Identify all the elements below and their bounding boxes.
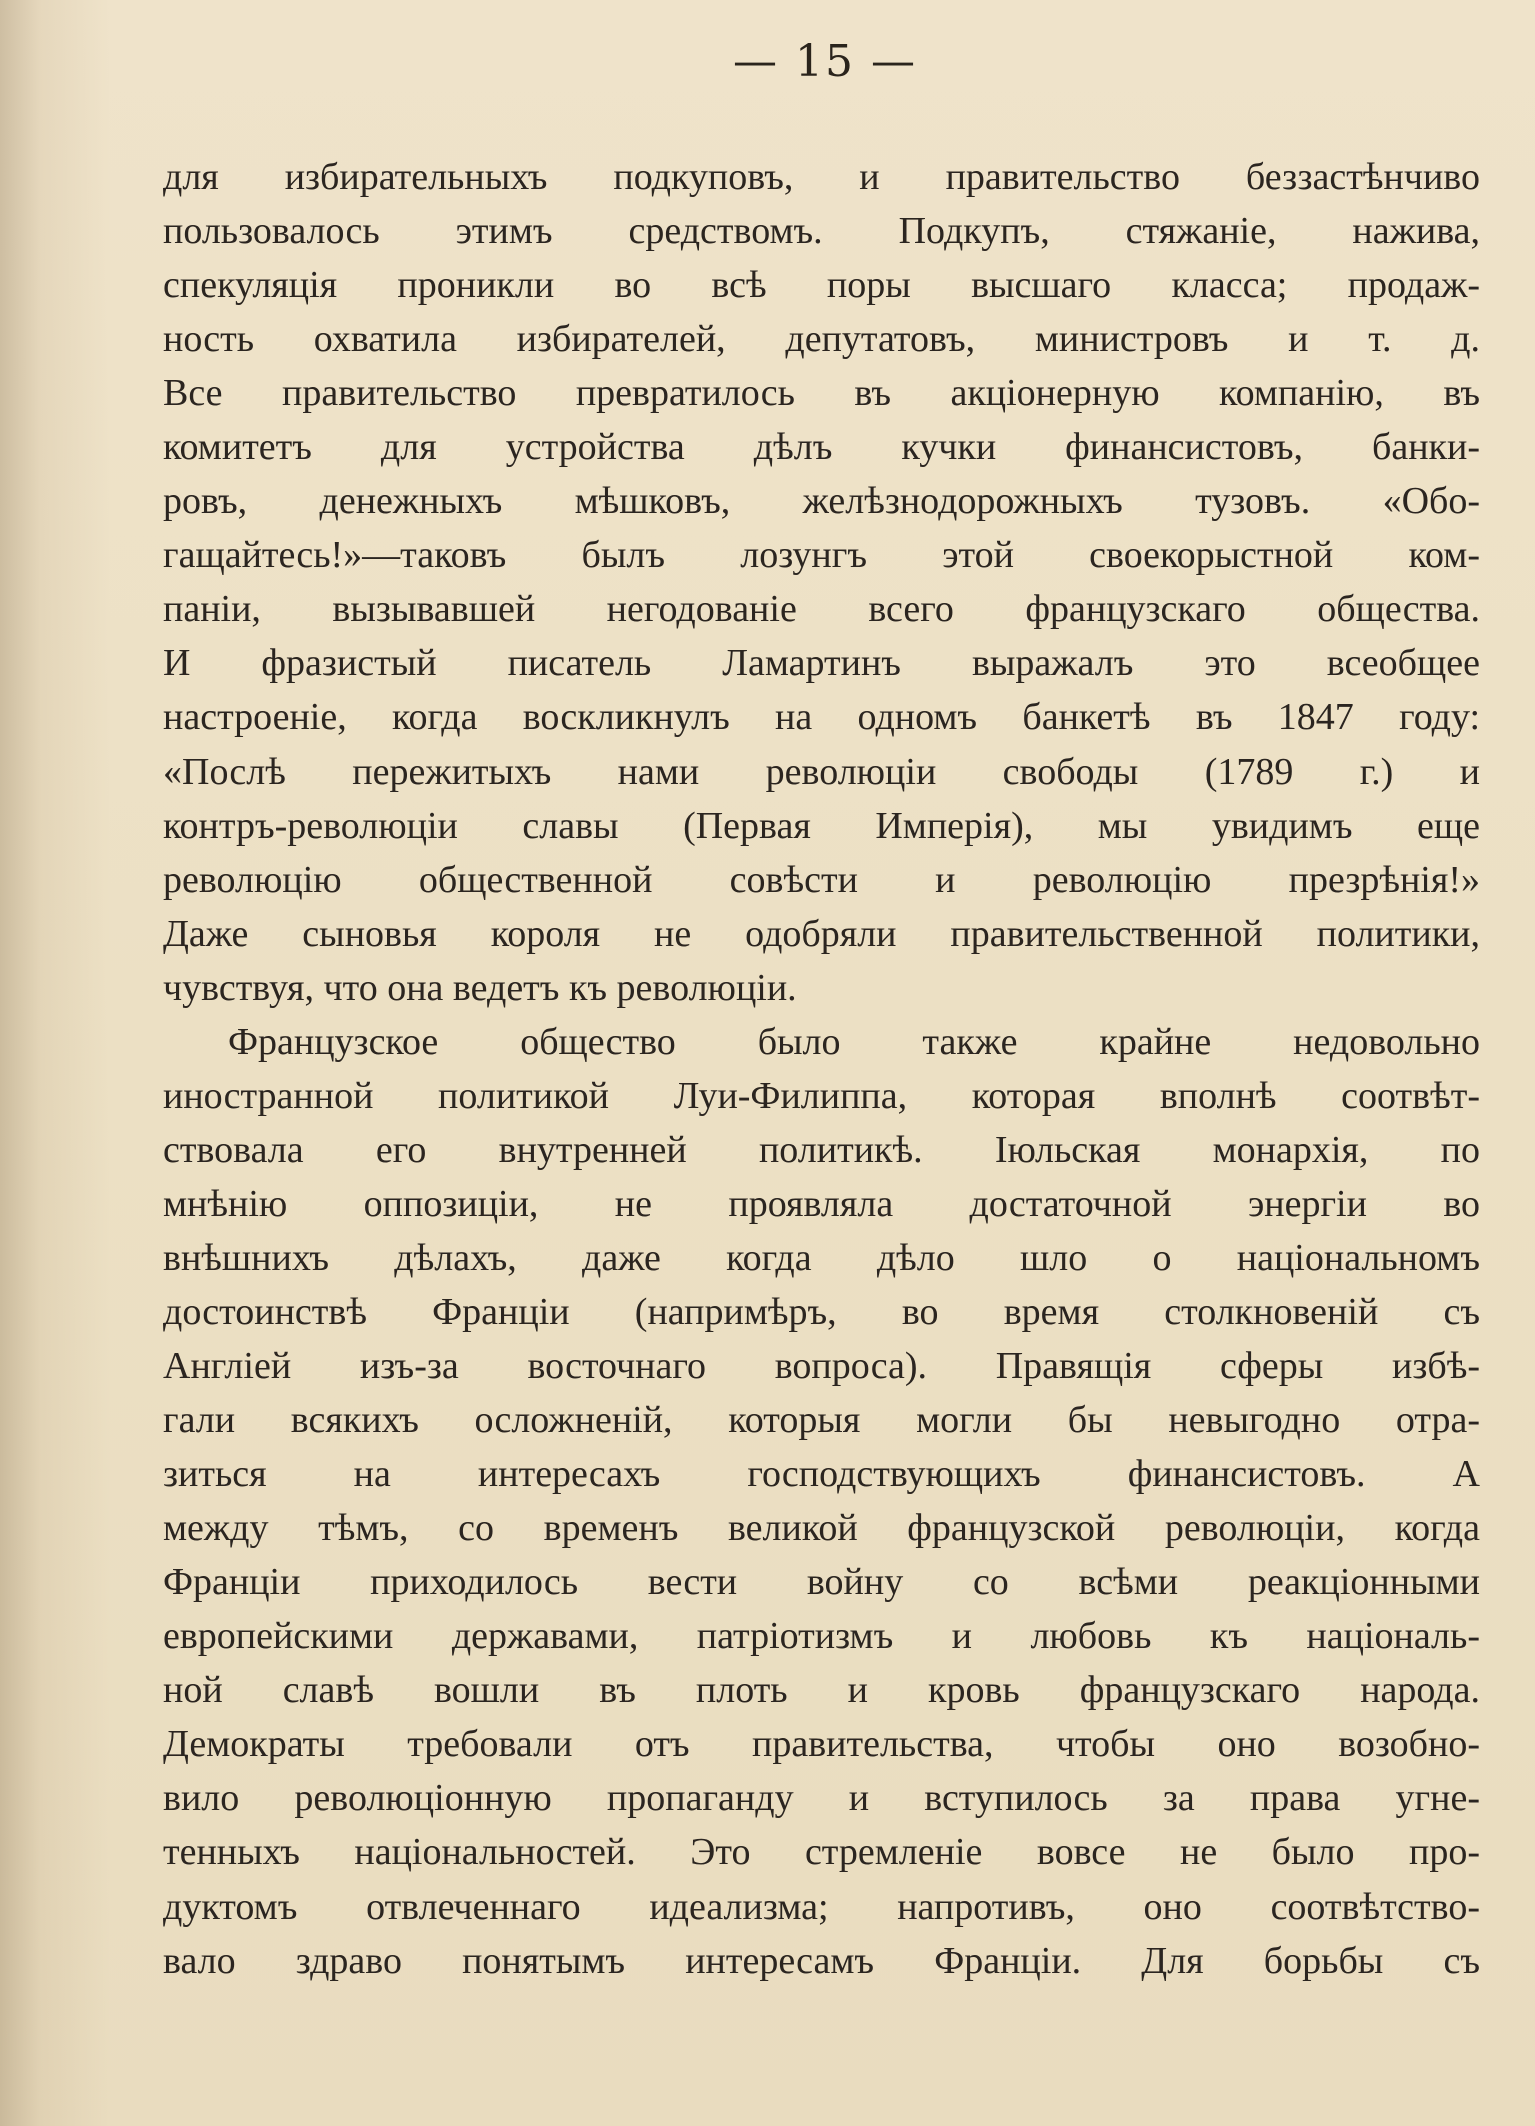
text-line: спекуляція проникли во всѣ поры высшаго класса; продаж- <box>163 264 1480 307</box>
page-number: — 15 — <box>733 36 917 87</box>
text-line: для избирательныхъ подкуповъ, и правительство беззастѣнчиво <box>163 156 1480 198</box>
text-line: чувствуя, что она ведетъ къ революціи. <box>163 966 797 1009</box>
text-line: контръ-революціи славы (Первая Имперія), мы увидимъ еще <box>163 804 1480 847</box>
text-line: комитетъ для устройства дѣлъ кучки финансистовъ, банки- <box>163 426 1480 469</box>
text-line: «Послѣ пережитыхъ нами революціи свободы (1789 г.) и <box>163 750 1480 793</box>
text-line: европейскими державами, патріотизмъ и любовь къ національ- <box>163 1615 1480 1658</box>
text-line: достоинствѣ Франціи (напримѣръ, во время столкновеній съ <box>163 1290 1480 1333</box>
text-line: тенныхъ національностей. Это стремленіе вовсе не было про- <box>163 1831 1480 1874</box>
text-line: ствовала его внутренней политикѣ. Іюльская монархія, по <box>163 1128 1480 1171</box>
body-text <box>163 150 1480 1988</box>
text-line: ровъ, денежныхъ мѣшковъ, желѣзнодорожныхъ тузовъ. «Обо- <box>163 480 1480 523</box>
text-line: внѣшнихъ дѣлахъ, даже когда дѣло шло о національномъ <box>163 1236 1480 1279</box>
text-line: революцію общественной совѣсти и революцію презрѣнія!» <box>163 858 1480 901</box>
text-line: Все правительство превратилось въ акціонерную компанію, въ <box>163 372 1480 415</box>
text-line: настроеніе, когда воскликнулъ на одномъ банкетѣ въ 1847 году: <box>163 696 1480 739</box>
text-line: мнѣнію оппозиціи, не проявляла достаточной энергіи во <box>163 1182 1480 1225</box>
text-line: пользовалось этимъ средствомъ. Подкупъ, стяжаніе, нажива, <box>163 210 1480 253</box>
text-line: ность охватила избирателей, депутатовъ, министровъ и т. д. <box>163 318 1480 361</box>
text-line: ной славѣ вошли въ плоть и кровь французскаго народа. <box>163 1669 1480 1712</box>
text-line: гащайтесь!»—таковъ былъ лозунгъ этой своекорыстной ком- <box>163 534 1480 577</box>
text-line: зиться на интересахъ господствующихъ финансистовъ. А <box>163 1453 1480 1496</box>
text-line: дуктомъ отвлеченнаго идеализма; напротивъ, оно соотвѣтство- <box>163 1885 1480 1928</box>
text-line: Даже сыновья короля не одобряли правительственной политики, <box>163 912 1480 955</box>
text-line: И фразистый писатель Ламартинъ выражалъ это всеобщее <box>163 642 1480 685</box>
text-line: Франціи приходилось вести войну со всѣми реакціонными <box>163 1561 1480 1604</box>
text-line: вило революціонную пропаганду и вступилось за права угне- <box>163 1777 1480 1820</box>
text-line: гали всякихъ осложненій, которыя могли бы невыгодно отра- <box>163 1399 1480 1442</box>
text-line: иностранной политикой Луи-Филиппа, которая вполнѣ соотвѣт- <box>163 1074 1480 1117</box>
text-line: паніи, вызывавшей негодованіе всего французскаго общества. <box>163 588 1480 631</box>
text-line: вало здраво понятымъ интересамъ Франціи. Для борьбы съ <box>163 1939 1480 1982</box>
text-line: Французское общество было также крайне недовольно <box>228 1020 1480 1063</box>
text-line: Англіей изъ-за восточнаго вопроса). Правящія сферы избѣ- <box>163 1345 1480 1388</box>
text-line: между тѣмъ, со временъ великой французской революціи, когда <box>163 1507 1480 1550</box>
text-line: Демократы требовали отъ правительства, чтобы оно возобно- <box>163 1723 1480 1766</box>
